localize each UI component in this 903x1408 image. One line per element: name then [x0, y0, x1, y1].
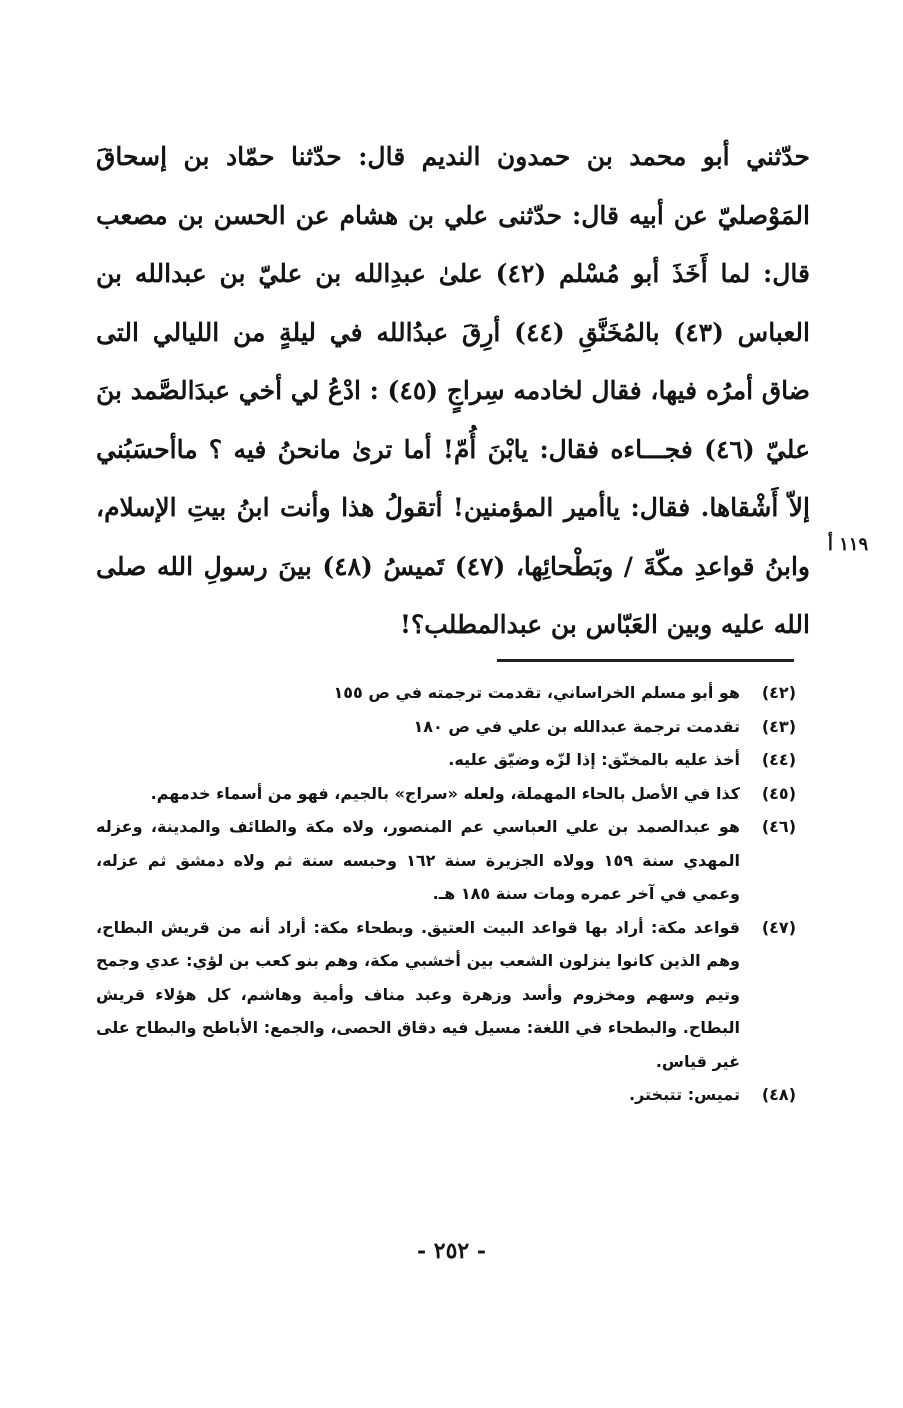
footnote-item — [96, 810, 796, 911]
footnote-text: تميس: تتبختر. — [628, 1085, 740, 1104]
footnote-number: (٤٢) — [761, 683, 796, 702]
footnote-text: أخذ عليه بالمخنّق: إذا لزّه وضيّق عليه. — [448, 750, 740, 769]
footnote-text: كذا في الأصل بالحاء المهملة، ولعله «سراج» بالجيم، فهو من أسماء خدمهم. — [150, 783, 740, 803]
footnote-item — [96, 911, 796, 1079]
footnote-text: هو عبدالصمد بن علي العباسي عم المنصور، ولاه مكة والطائف والمدينة، وعزله المهدي سنة ١٥٩ وولاه الجزيرة سنة ١٦٢ وحبسه سنة ثم ولاه دمشق ثم عزله، وعمي في آخر عمره ومات سنة ١٨٥ هـ. — [96, 817, 741, 903]
footnote-text: هو أبو مسلم الخراساني، تقدمت ترجمته في ص ١٥٥ — [333, 683, 740, 702]
footnote-item — [96, 676, 796, 710]
footnote-divider — [497, 659, 794, 662]
footnote-item — [96, 743, 796, 777]
footnote-number: (٤٨) — [761, 1085, 796, 1104]
footnote-text: قواعد مكة: أراد بها قواعد البيت العتيق. وبطحاء مكة: أراد أنه من قريش البطاح، وهم الذين كانوا ينزلون الشعب بين أخشبي مكة، وهم بنو كعب بن لؤي: عدي وجمح وتيم وسهم ومخزوم وأسد وزهرة وعبد مناف وأمية وهاشم، كل هؤلاء قريش البطاح. والبطحاء في اللغة: مسيل فيه دقاق الحصى، والجمع: الأباطح والبطاح على غير قياس. — [96, 917, 740, 1071]
footnote-number: (٤٧) — [761, 917, 796, 937]
footnotes-section — [96, 676, 796, 1112]
footnote-number: (٤٥) — [761, 783, 796, 803]
footnote-number: (٤٦) — [761, 817, 796, 836]
footnote-item — [96, 710, 796, 744]
footnote-item — [96, 1078, 796, 1112]
manuscript-folio-note: ١١٩ أ — [827, 534, 869, 555]
footnote-number: (٤٤) — [761, 750, 796, 769]
main-paragraph: حدّثني أبو محمد بن حمدون النديم قال: حدّثنا حمّاد بن إسحاقَ المَوْصليّ عن أبيه قال: حدّثنى علي بن هشام عن الحسن بن مصعب قال: لما أَخَذَ أبو مُسْلم (٤٢) علىٰ عبدِالله بن عليّ بن عبدالله بن العباس (٤٣) بالمُخَنَّقِ (٤٤) أرِقَ عبدُالله في ليلةٍ من الليالي التى ضاق أمرُه فيها، فقال لخادمه سِراجٍ (٤٥) : ادْعُ لي أخي عبدَالصَّمد بنَ عليّ (٤٦) فجـــاءه فقال: يابْنَ أُمّ! أما ترىٰ مانحنُ فيه ؟ ماأحسَبُني إلاّ أَشْقاها. فقال: ياأمير المؤمنين! أتقولُ هذا وأنت ابنُ بيتِ الإسلام، وابنُ قواعدِ مكّةَ / وبَطْحائِها، (٤٧) تَميسُ (٤٨) بينَ رسولِ الله صلى الله عليه وبين العَبّاس بن عبدالمطلب؟! — [96, 142, 811, 639]
page-number: - ٢٥٢ - — [416, 1238, 487, 1264]
footnote-number: (٤٣) — [761, 716, 796, 736]
footnote-text: تقدمت ترجمة عبدالله بن علي في ص ١٨٠ — [413, 716, 740, 736]
footnote-item — [96, 777, 796, 811]
main-text-block — [96, 128, 810, 655]
